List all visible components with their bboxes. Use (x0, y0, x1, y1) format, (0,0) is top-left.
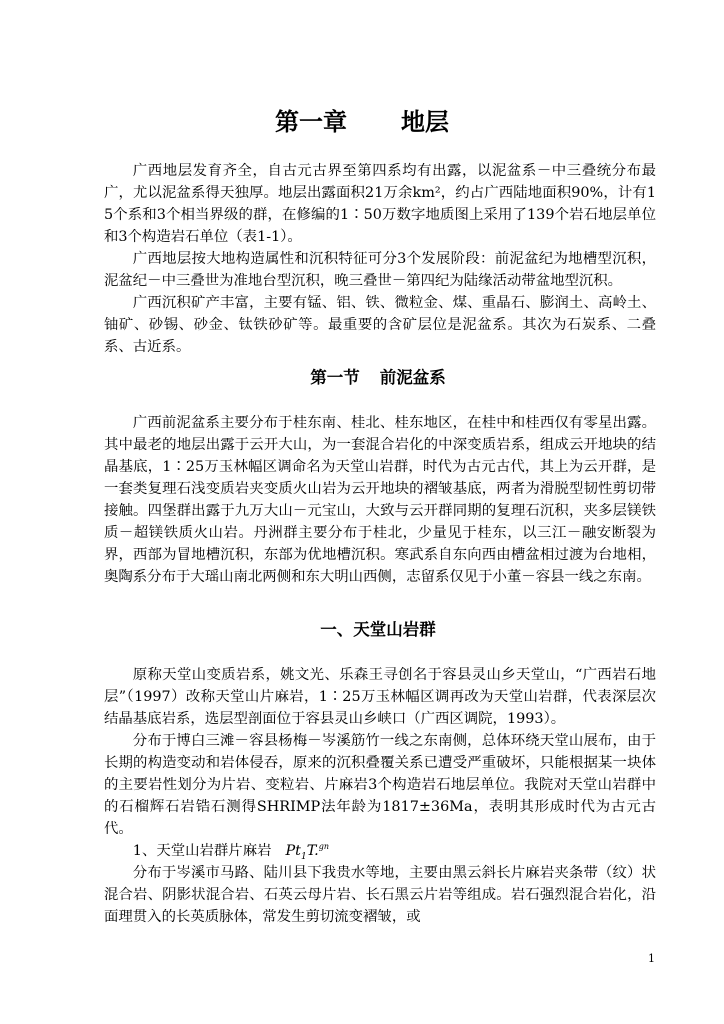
rock-unit-code-sub: 1 (300, 851, 307, 862)
intro-paragraph-1: 广西地层发育齐全，自古元古界至第四系均有出露，以泥盆系－中三叠统分布最广，尤以泥盆系得天独厚。地层出露面积21万余km²，约占广西陆地面积90%，计有15个系和3个相当界级的群，在修编的1∶50万数字地质图上采用了139个岩石地层单位和3个构造岩石单位（表1-1）。 (104, 163, 656, 245)
section-label: 第一节 (310, 368, 360, 387)
rock-unit-code-main: Pt (285, 843, 301, 859)
section-body (104, 412, 656, 588)
section-heading (0, 366, 724, 390)
chapter-heading (0, 106, 724, 138)
intro-block (104, 160, 656, 358)
section-title: 前泥盆系 (379, 368, 446, 387)
subsection-paragraph-1: 原称天堂山变质岩系，姚文光、乐森王寻创名于容县灵山乡天堂山，“广西岩石地层”（1997）改称天堂山片麻岩，1∶25万玉林幅区调再改为天堂山岩群，代表深层次结晶基底岩系，选层型剖面位于容县灵山乡峡口（广西区调院，1993）。 (104, 667, 656, 727)
intro-paragraph-3: 广西沉积矿产丰富，主要有锰、铝、铁、微粒金、煤、重晶石、膨润土、高岭土、铀矿、砂锡、砂金、钛铁砂矿等。最重要的含矿层位是泥盆系。其次为石炭系、二叠系、古近系。 (104, 295, 656, 355)
rock-unit-code-sup: gn (318, 842, 330, 852)
page-number: 1 (648, 952, 655, 965)
rock-unit-code-letter: T. (306, 843, 319, 859)
rock-unit-paragraph: 分布于岑溪市马路、陆川县下我贵水等地，主要由黑云斜长片麻岩夹条带（纹）状混合岩、阴影状混合岩、石英云母片岩、长石黑云片岩等组成。岩石强烈混合岩化，沿面理贯入的长英质脉体，常发生剪切流变褶皱，或 (104, 865, 656, 925)
rock-unit-label: 1、天堂山岩群片麻岩 (132, 843, 272, 859)
subsection-body (104, 664, 656, 928)
rock-unit-code (285, 842, 330, 862)
subsection-heading: 一、天堂山岩群 (320, 620, 436, 639)
section-paragraph-1: 广西前泥盆系主要分布于桂东南、桂北、桂东地区，在桂中和桂西仅有零星出露。其中最老的地层出露于云开大山，为一套混合岩化的中深变质岩系，组成云开地块的结晶基底，1∶25万玉林幅区调命名为天堂山岩群，时代为古元古代，其上为云开群，是一套类复理石浅变质岩夹变质火山岩为云开地块的褶皱基底，两者为滑脱型韧性剪切带接触。四堡群出露于九万大山－元宝山，大致与云开群同期的复理石沉积，夹多层镁铁质－超镁铁质火山岩。丹洲群主要分布于桂北，少量见于桂东，以三江－融安断裂为界，西部为冒地槽沉积，东部为优地槽沉积。寒武系自东向西由槽盆相过渡为台地相，奥陶系分布于大瑶山南北两侧和东大明山西侧，志留系仅见于小董－容县一线之东南。 (104, 415, 656, 585)
subsection-paragraph-2: 分布于博白三滩－容县杨梅－岑溪筋竹一线之东南侧，总体环绕天堂山展布，由于长期的构造变动和岩体侵吞，原来的沉积叠覆关系已遭受严重破坏，只能根据某一块体的主要岩性划分为片岩、变粒岩、片麻岩3个构造岩石地层单位。我院对天堂山岩群中的石榴辉石岩锆石测得SHRIMP法年龄为1817±36Ma，表明其形成时代为古元古代。 (104, 733, 656, 837)
chapter-label: 第一章 (275, 108, 347, 136)
rock-unit-item (104, 840, 656, 862)
intro-paragraph-2: 广西地层按大地构造属性和沉积特征可分3个发展阶段：前泥盆纪为地槽型沉积，泥盆纪－中三叠世为准地台型沉积，晚三叠世－第四纪为陆缘活动带盆地型沉积。 (104, 251, 656, 289)
chapter-title: 地层 (401, 108, 449, 136)
